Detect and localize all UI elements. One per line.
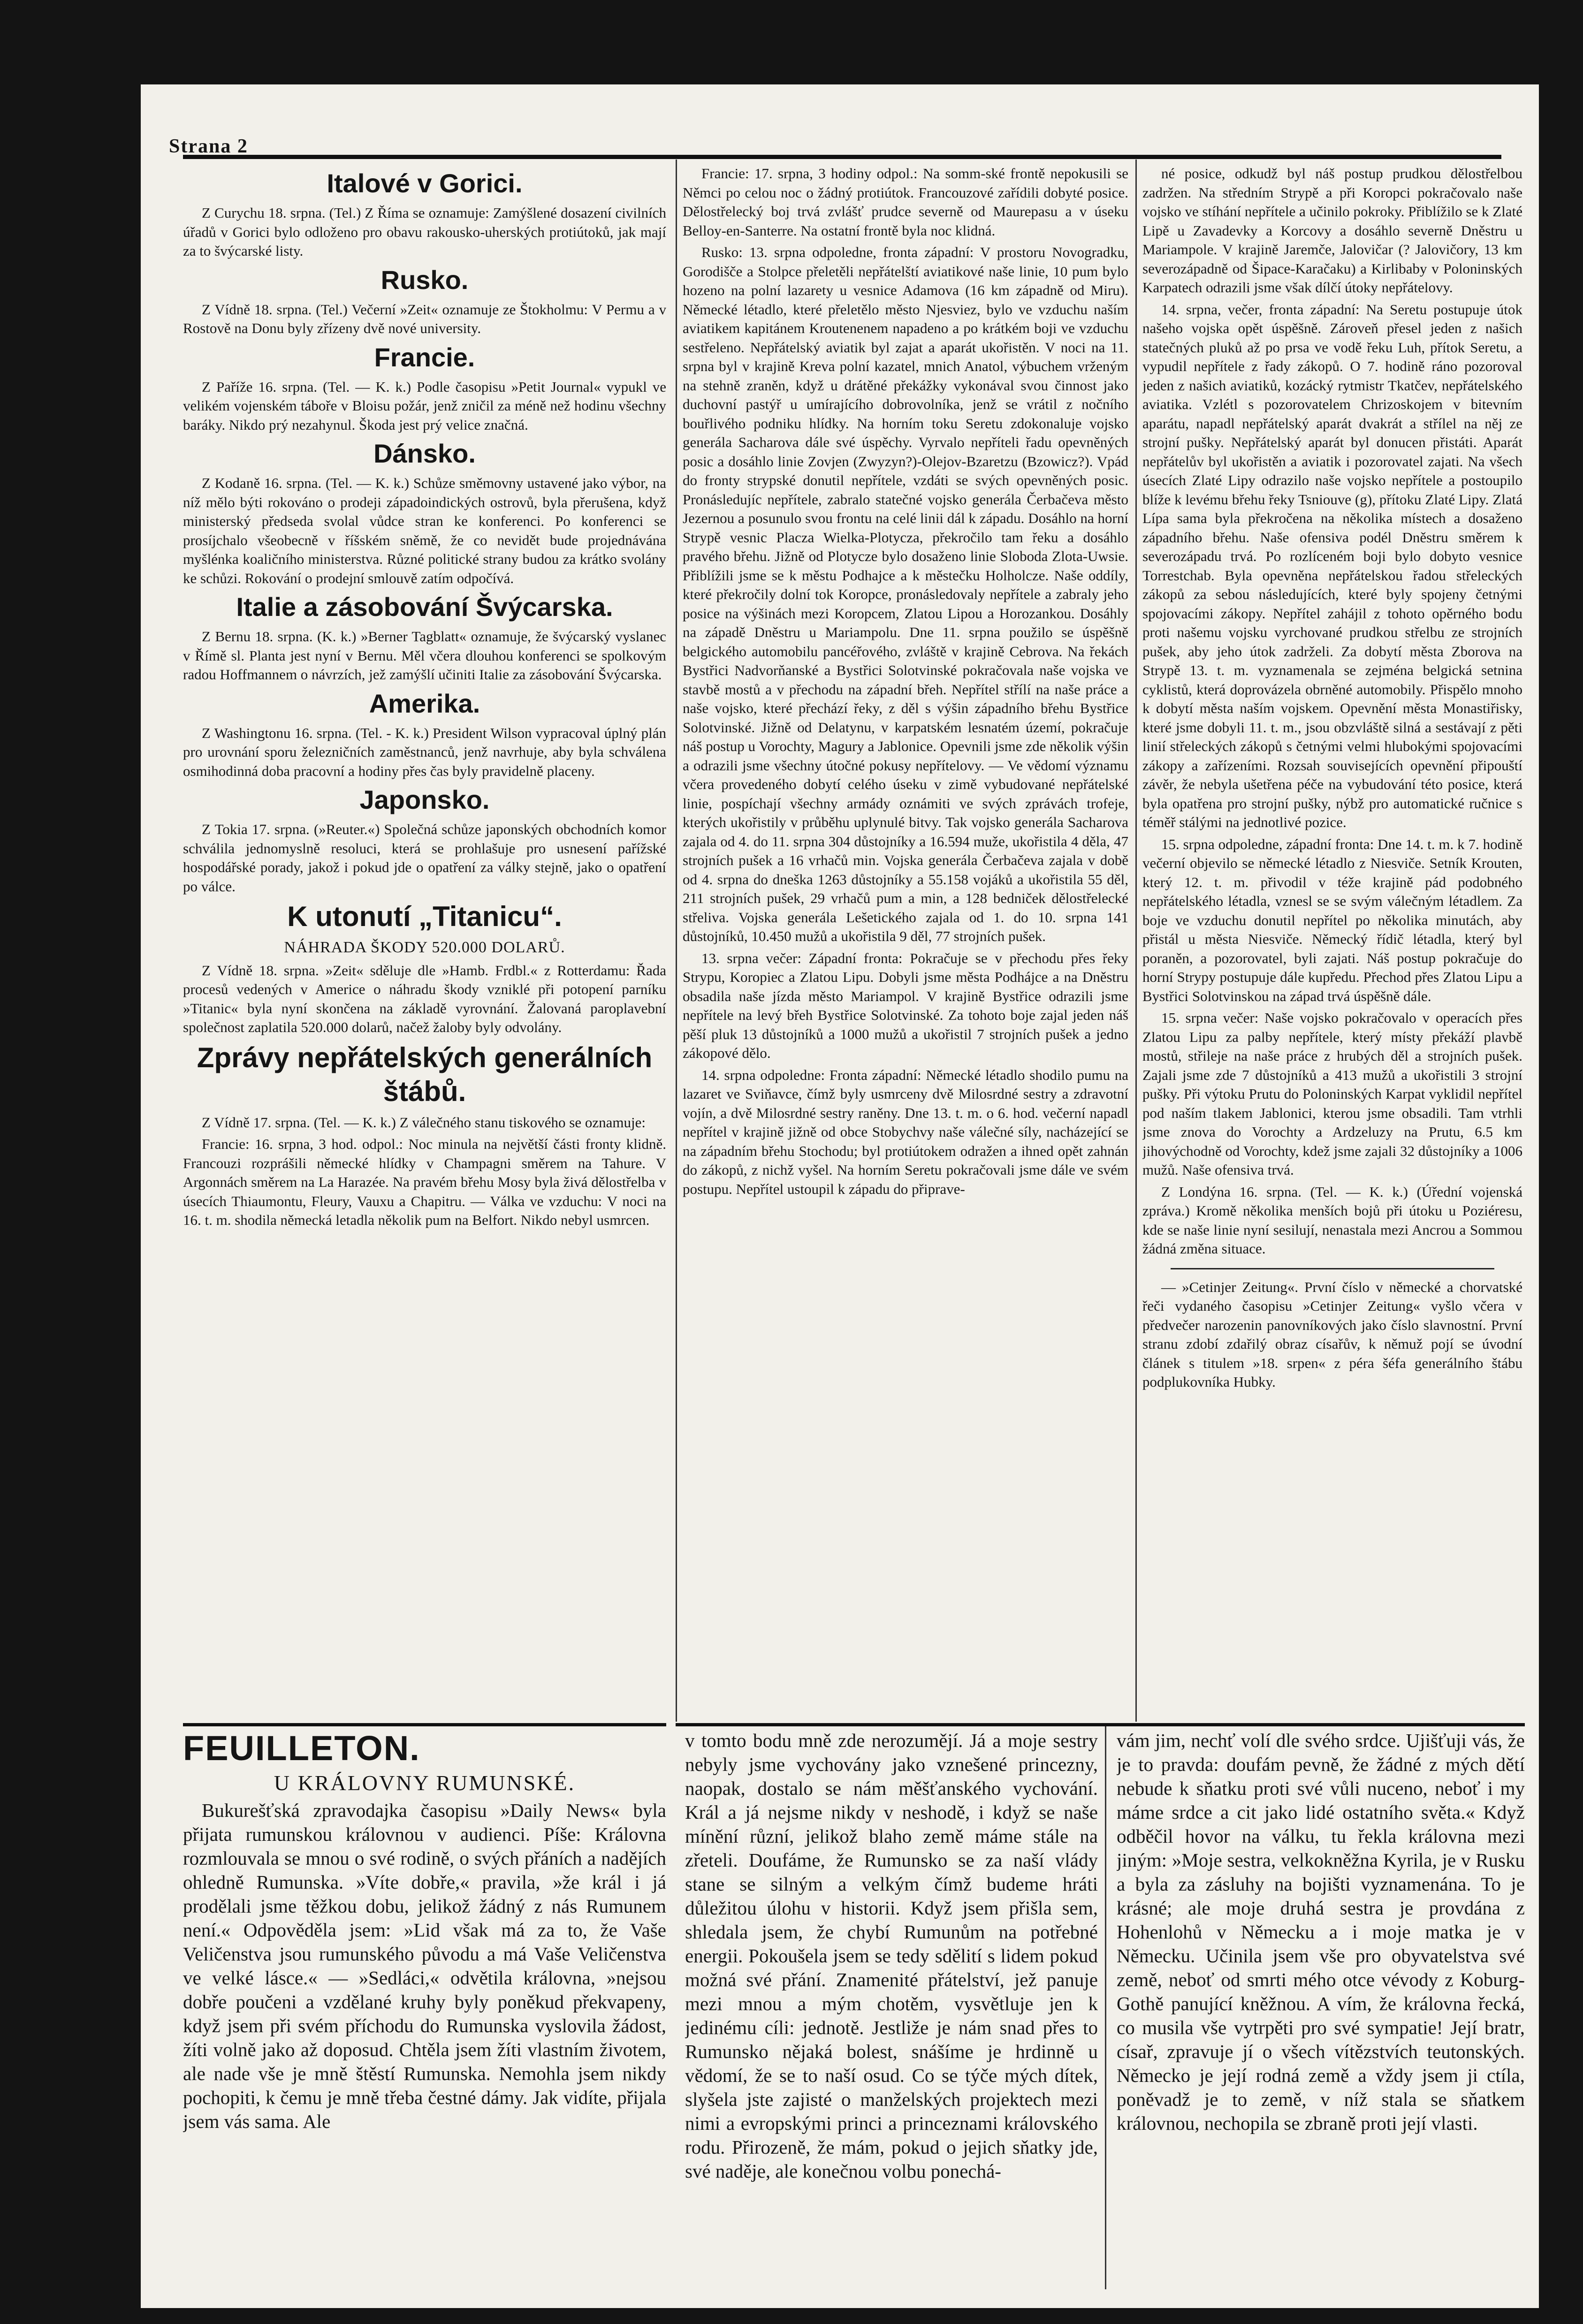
article-denmark: [183, 438, 666, 588]
headline: Italie a zásobování Švýcarska.: [236, 592, 613, 622]
report-14-aug: 14. srpna odpoledne: Fronta západní: Německé létadlo shodilo pumu na lazaret ve Sviňavce, čímž byly usmrceny dvě Milosrdné sestry a zdravotní vojín, a dvě Milosrdné sestry raněny. Dne 13. t. m. o 6. hod. večerní napadl nepřítel v krajině jižně od obce Stobychvy naše válečné síly, nacházející se na západním břehu Stochodu; byl protiútokem odražen a ihned opět zahnán do zákopů, z nichž vyšel. Na horním Seretu pokračovali jsme dále ve svém postupu. Nepřítel ustoupil k západu do připrave-: [683, 1066, 1128, 1197]
article-text: Z Washingtonu 16. srpna. (Tel. - K. k.) President Wilson vypracoval úplný plán pro urovnání sporu železničních zaměstnanců, jenž navrhuje, aby byla schválena osmihodinná doba pracovní a hodiny přes čas byly pravidelně placeny.: [183, 724, 666, 779]
newspaper-page: [141, 84, 1539, 2308]
report-13-aug-evening: 13. srpna večer: Západní fronta: Pokračuje se v přechodu přes řeky Strypu, Koropiec a Zlatou Lipu. Dobyli jsme města Podhájce a na Dněstru obsadila naše jízda město Mariampol. V krajině Bystřice odrazili jsme nepřítele na levý břeh Bystřice Solotvinské. Za tohoto boje zajal jeden náš pěší pluk 13 důstojníků a 1000 mužů a ukořistil 7 strojních pušek a jedno zákopové dělo.: [683, 949, 1128, 1061]
report-continued: né posice, odkudž byl náš postup prudkou dělostřelbou zadržen. Na středním Strypě a při Koropci pokračovalo naše vojsko ve stíhání nepřítele a učinilo pokroky. Přiblížilo se k Zlaté Lipě u Zavadevky a Korcovy a dosáhlo severně Dněstru u Mariampole. V krajině Jaremče, Jalovičar (? Jalovičory, 13 km severozápadně od Šipace-Karačaku) a Kirlibaby v Poloninských Karpatech odrazili jsme však dílčí útoky nepřátelovy.: [1142, 165, 1522, 296]
headline: Amerika.: [369, 688, 480, 718]
feuilleton-text: v tomto bodu mně zde nerozumějí. Já a moje sestry nebyly jsme vychovány jako vznešené princezny, naopak, dostalo se nám měšťanského vychování. Král a já nejsme nikdy v neshodě, i když se naše mínění různí, jelikož blaho země máme stále na zřeteli. Doufáme, že Rumunsko se za naší vlády stane se silným a velkým čímž budeme hráti důležitou úlohu v historii. Když jsem přišla sem, shledala jsem, že chybí Rumunům na potřebné energii. Pokoušela jsem se tedy sdělití s lidem pokud možná své přání. Znamenité přátelství, jež panuje mezi mnou a mým chotěm, vysvětluje jen k jedinému cíli: jednotě. Jestliže je nám snad přes to Rumunsko nějaká bolest, snášíme je hrdinně u vědomí, že se to naší osud. Co se týče mých dítek, slyšela jste zajisté o manželských projektech mezi nimi a evropskými princi a princeznami královského rodu. Přirozeně, že mám, pokud o jejich sňatky jde, své naděje, ale konečnou volbu ponechá-: [685, 1730, 1098, 2182]
feuilleton-column-3: [1117, 1729, 1525, 2292]
column-divider: [1105, 1726, 1106, 2289]
article-france: [183, 342, 666, 435]
article-america: [183, 688, 666, 781]
headline: Rusko.: [381, 265, 469, 295]
article-text: Z Vídně 17. srpna. (Tel. — K. k.) Z válečného stanu tiskového se oznamuje:: [202, 1114, 646, 1131]
article-gorizia: [183, 168, 666, 261]
article-italy-switzerland: [183, 592, 666, 684]
page-header: [169, 135, 1483, 158]
article-russia: [183, 265, 666, 338]
feuilleton-title: FEUILLETON.: [183, 1729, 420, 1768]
headline: Italové v Gorici.: [327, 168, 523, 198]
article-text: Z Kodaně 16. srpna. (Tel. — K. k.) Schůze směmovny ustavené jako výbor, na níž mělo býti rokováno o prodeji západoindických ostrovů, byla přerušena, když ministerský předseda svolal vůdce stran ke konferenci. Po konferenci se prosíjchalo všeobecně v říšském sněmě, že co nevidět bude projednávána myšlénka koaličního ministerstva. Různé politické strany budou za krátko svolány ke schůzi. Rokování o prodejní smlouvě zatím odpočívá.: [183, 475, 666, 586]
article-text: Z Vídně 18. srpna. (Tel.) Večerní »Zeit« oznamuje ze Štokholmu: V Permu a v Rostově na Donu byly zřízeny dvě nové university.: [183, 301, 666, 336]
report-london: Z Londýna 16. srpna. (Tel. — K. k.) (Úřední vojenská zpráva.) Kromě několika menších bojů při útoku u Poziéresu, kde se naše linie nyní sesilují, nenastala mezi Ancrou a Sommou žádná změna situace.: [1142, 1183, 1522, 1257]
news-column-3: [1142, 164, 1522, 1726]
separator: [1171, 1268, 1494, 1269]
article-text: Z Vídně 18. srpna. »Zeit« sděluje dle »Hamb. Frdbl.« z Rotterdamu: Řada procesů vedených v Americe o náhradu škody vzniklé při potopení parníku »Titanic« byla nyní skončena na základě vyrovnání. Žalovaná paroplavební společnost zaplatila 520.000 dolarů, načež žaloby byly odvolány.: [183, 962, 666, 1035]
feuilleton-subtitle: U KRÁLOVNY RUMUNSKÉ.: [274, 1771, 576, 1795]
report-france: Francie: 17. srpna, 3 hodiny odpol.: Na somm-ské frontě nepokusili se Němci po celou noc o žádný protiútok. Francouzové zařídili dobyté posice. Dělostřelecký boj trvá zvlášť prudce severně od Maurepasu a v úseku Belloy-en-Santerre. Na ostatní frontě byla noc klidná.: [683, 165, 1128, 239]
report-14-aug-evening: 14. srpna, večer, fronta západní: Na Seretu postupuje útok našeho vojska opět úspěšně. Zároveň přesel jeden z našich statečných pluků až po prsa ve vodě řeku Luh, přítok Seretu, a vypudil nepřítele z řady zákopů. O 7. hodině ráno pozoroval jeden z našich aviatiků, kozácký rytmistr Tkatčev, nepřátelského aviatika. Vzlétl s pozorovatelem Chrizoskojem v bitevním aparátu, napadl nepřátelský aparát dvakrát a střílel na něj ze strojní pušky. Nepřátelský aparát byl donucen přistáti. Aparát nepřátelův byl ukořistěn a aviatik i pozorovatel zajati. Na všech úsecích Zlaté Lipy odrazilo naše vojsko nepřítele a postoupilo blíže k levému břehu řeky Tsniouve (g), přítoku Zlaté Lipy. Zlatá Lípa sama byla překročena na několika místech a dosaženo západního břehu. Naše ofensiva podél Dněstru směrem k severozápadu trvá. Po rozlíceném boji bylo dobyto vesnice Torrestchab. Byla opevněna nepřátelskou řadou střeleckých zákopů za sebou následujících, které byly spojeny četnými spojovacími zákopy. Nepřítel zahájil z tohoto opěrného bodu proti našemu vojsku vyrchované prudkou střelbu ze strojních pušek, aby jeho útok zadrželi. Za dobytí města Zborova na Strypě 13. t. m. vyznamenala se zejména belgická setnina cyklistů, která doprovázela obrněné automobily. Přispělo mnoho k dobytí města naším vojskem. Opevnění města Monastiřisky, které jsme dobyli 11. t. m., jsou obzvláště silná a sestávají z pěti linií střeleckých zákopů s četnými velmi hlubokými spojovacími zákopy a zařízeními. Rozsah souvisejících opevnění připouští závěr, že nebyla ušetřena péče na vybudování této posice, která byla opatřena pro strojní pušky, nýbž pro automatické ručnice s téměř stálými na jednotlivé pozice.: [1142, 301, 1522, 830]
report-russia: Rusko: 13. srpna odpoledne, fronta západní: V prostoru Novogradku, Gorodišče a Stolpce přeletěli nepřátelští aviatikové naše linie, 10 pum bylo hozeno na polní lazarety u vesnice Adamova (16 km západně od Miru). Německé létadlo, které přeletělo město Njesviez, bylo ve vzduchu naším aviatikem kapitánem Kroutenenem napadeno a po krátkém boji ve vzduchu sestřeleno. Nepřátelský aviatik byl zajat a aparát ukořistěn. V noci na 11. srpna byl v krajině Kreva polní kazatel, mnich Anatol, výbuchem vrženým na stehně zraněn, když u drátěné překážky vykonával svou činnost jako duchovní pastýř u umírajícího dobrovolníka, jenž se vrátil z nočního bouřlivého podniku hlídky. Na horním toku Seretu zdokonaluje vojsko generála Sacharova dále své úspěchy. Vyrvalo nepříteli řadu opevněných posic a dosáhlo linie Zovjen (Zwyzyn?)-Olejov-Bzaretzu (Bzowicz?). Vpád do fronty strypské donutil nepřítele, vzdáti se svých opevněných posic. Pronásledujíc nepřítele, zabralo statečné vojsko generála Čerbačeva město Jezernou a posunulo svou frontu na celé linii dál k západu. Dosáhlo na horní Strypě vesnic Placza Wielka-Plotycza, překročilo tam řeku a dosáhlo pravého břehu. Jižně od Plotycze bylo dosaženo linie Sloboda Zlota-Uwsie. Přiblížili jsme se k městu Podhajce a k městečku Holholcze. Naše oddíly, které překročily dolní tok Koropce, pronásledovaly nepřítele a zabraly jeho posice na výšinách mezi Koropcem, Zlatou Lipou a Horozankou. Dosáhly na západě Dněstru u Mariampolu. Dne 11. srpna použilo se úspěšně belgického automobilu pancéřového, zvláště v krajině Cebrova. Na řekách Bystřici Nadvorňanské a Bystřici Solotvinské pokračovala naše vojska ve stavbě mostů a v přechodu na západní břeh. Nepřítel střílí na naše práce a naše vojsko, které přechází řeky, z děl s výšin západního břehu Bystřice Solotvinské. Jižně od Delatynu, v karpatském lesnatém území, pokračuje náš postup u Vorochty, Magury a Jablonice. Opevnili jsme zde několik výšin a odrazili jsme všechny útočné pokusy nepřítelovy. — Ve vědomí významu včera provedeného dobytí celého úseku v zimě vybudované nepřátelské linie, pospíchají všechny armády oznámiti ve svých zprávách trofeje, kterých ukořistily v průběhu uplynulé bitvy. Tak vojsko generála Sacharova zajala od 4. do 11. srpna 304 důstojníky a 16.594 muže, ukořistila 4 děla, 47 strojních pušek a 16 vrhačů min. Vojska generála Čerbačeva zajala v době od 4. srpna do dneška 1263 důstojníky a 55.158 vojáků a ukořistila 55 děl, 211 strojních pušek, 29 vrhačů pum a min, a 128 bedniček dělostřelecké střeliva. Vojska generála Lešetického zajala od 1. do 10. srpna 141 důstojníků, 10.450 mužů a ukořistila 9 děl, 77 strojních pušek.: [683, 244, 1128, 944]
headline: K utonutí „Titanicu“.: [287, 901, 562, 932]
headline: Dánsko.: [373, 439, 476, 468]
feuilleton-rule: [676, 1723, 1525, 1726]
top-rule: [183, 155, 1501, 159]
article-titanic: [183, 900, 666, 1037]
article-text: Z Bernu 18. srpna. (K. k.) »Berner Tagblatt« oznamuje, že švýcarský vyslanec v Římě sl. Planta jest nyní v Bernu. Měl včera dlouhou konferenci se spolkovým radou Hoffmannem o návrzích, jež zamýšlí učiniti Italie za zásobování Švýcarska.: [183, 628, 666, 683]
news-column-2: [683, 164, 1128, 1726]
subheadline: NÁHRADA ŠKODY 520.000 DOLARŮ.: [284, 939, 565, 956]
article-text: Z Tokia 17. srpna. (»Reuter.«) Společná schůze japonských obchodních komor schválila jednomyslně resoluci, která se prohlašuje pro usnesení pařížské hospodářské porady, jakož i pokud jde o opatření za války stejně, jako o opatření po válce.: [183, 821, 666, 895]
feuilleton-rule: [183, 1723, 666, 1726]
report-15-aug: 15. srpna odpoledne, západní fronta: Dne 14. t. m. k 7. hodině večerní objevilo se německé létadlo z Niesviče. Setník Krouten, který 12. t. m. přivodil v téže krajině pád podobného nepřátelského létadla, vznesl se se svým válečným létadlem. Za boje ve vzduchu donutil nepřítel po několika minutách, aby přistál u města Niesviče. Německý řídič létadla, který byl poraněn, a pozorovatel, byli zajati. Náš postup pokračuje do horní Strypy postupuje dále kupředu. Přechod přes Zlatou Lipu a Bystřici Solotvinskou na západ trvá úspěšně dále.: [1142, 835, 1522, 1004]
page-number: Strana 2: [169, 136, 248, 157]
feuilleton-text: vám jim, nechť volí dle svého srdce. Ujišťuji vás, že je to pravda: doufám pevně, že žádné z mých dětí nebude k sňatku proti své vůli nuceno, neboť i my máme srdce a cit jako lidé ostatního světa.« Když odběčil hovor na válku, tu řekla královna mezi jiným: »Moje sestra, velkokněžna Kyrila, je v Rusku a byla za zásluhy na bojišti vyznamenána. To je krásné; ale moje druhá sestra je provdána z Hohenlohů v Německu a i moje matka je v Německu. Učinila jsem vše pro obyvatelstva své země, neboť od smrti mého otce vévody z Koburg-Gothě panující kněžnou. A vím, že královna řecká, co musila vše vytrpěti pro své sympatie! Její bratr, císař, zpravuje jí o všech vítězstvích teutonských. Německo je její rodná země a vždy jsem ji ctíla, poněvadž je to země, v níž stala se sňatkem královnou, nechopila se zbraně proti její vlasti.: [1117, 1730, 1525, 2134]
column-divider: [1135, 159, 1137, 1722]
headline: Francie.: [374, 342, 475, 372]
notice-cetinjer-zeitung: — »Cetinjer Zeitung«. První číslo v německé a chorvatské řeči vydaného časopisu »Cetinjer Zeitung« vyšlo včera v předvečer narozenin panovníkových jako číslo slavnostní. První stranu zdobí zdařilý obraz císařův, k němuž pojí se úvodní článek s titulem »18. srpen« z péra šéfa generálního štábu podplukovníka Hubky.: [1142, 1278, 1522, 1390]
headline: Zprávy nepřátelských generálních štábů.: [197, 1041, 653, 1107]
article-japan: [183, 784, 666, 896]
article-text: Francie: 16. srpna, 3 hod. odpol.: Noc minula na největší části fronty klidně. Francouzi rozprášili německé hlídky v Champagni směrem na Tahure. V Argonnách směrem na La Harazée. Na pravém břehu Mosy byla živá dělostřelba v úsecích Thiaumontu, Fleury, Vauxu a Chapitru. — Válka ve vzduchu: V noci na 16. t. m. shodila německá letadla několik pum na Belfort. Nikdo nebyl usmrcen.: [183, 1136, 666, 1228]
report-15-aug-evening: 15. srpna večer: Naše vojsko pokračovalo v operacích přes Zlatou Lipu za palby nepřítele, který místy překáží plavbě mostů, střileje na naše práce z hrubých děl a strojních pušek. Zajali jsme zde 7 důstojníků a 413 mužů a ukořistili 3 strojní pušky. Při výtoku Prutu do Poloninských Karpat vyklidil nepřítel pod naším tlakem Jablonici, kterou jsme obsadili. Tam vtrhli jsme znova do Vorochty a Ardzeluzy na Prutu, 6.5 km jihovýchodně od Vorochty, kdež jsme zajali 32 důstojníky a 1006 mužů. Naše ofensiva trvá.: [1142, 1010, 1522, 1178]
scan-border-top: [0, 0, 1583, 84]
headline: Japonsko.: [359, 785, 490, 814]
column-divider: [676, 159, 677, 1722]
news-column-1: [183, 164, 666, 1722]
feuilleton-column-1: [183, 1729, 666, 2292]
feuilleton-text: Bukurešťská zpravodajka časopisu »Daily News« byla přijata rumunskou královnou v audienci. Píše: Královna rozmlouvala se mnou o své rodině, o svých přáních a nadějích ohledně Rumunska. »Víte dobře,« pravila, »že král i já prodělali jsme těžkou dobu, jelikož žádný z nás Rumunem není.« Odpověděla jsem: »Lid však má za to, že Vaše Veličenstva jsou rumunského původu a má Vaše Veličenstva ve velké lásce.« — »Sedláci,« odvětila královna, »nejsou dobře poučeni a vzdělané kruhy byly poněkud překvapeny, když jsem při svém příchodu do Rumunska vyslovila žádost, žíti volně jako až doposud. Chtěla jsem žíti vlastním životem, ale nade vše je mně štěstí Rumunska. Nemohla jsem nikdy pochopiti, k čemu je mně třeba čestné dámy. Jak vidíte, přijala jsem vás sama. Ale: [183, 1800, 666, 2132]
article-enemy-staffs: [183, 1041, 666, 1230]
feuilleton-column-2: [685, 1729, 1098, 2292]
article-text: Z Curychu 18. srpna. (Tel.) Z Říma se oznamuje: Zamýšlené dosazení civilních úřadů v Gorici bylo odloženo pro obavu rakousko-uherských protiútoků, jak mají za to švýcarské listy.: [183, 205, 666, 259]
article-text: Z Paříže 16. srpna. (Tel. — K. k.) Podle časopisu »Petit Journal« vypukl ve velikém vojenském táboře v Bloisu požár, jenž zničil za méně než hodinu všechny baráky. Nikdo prý nezahynul. Škoda jest prý velice značná.: [183, 378, 666, 433]
